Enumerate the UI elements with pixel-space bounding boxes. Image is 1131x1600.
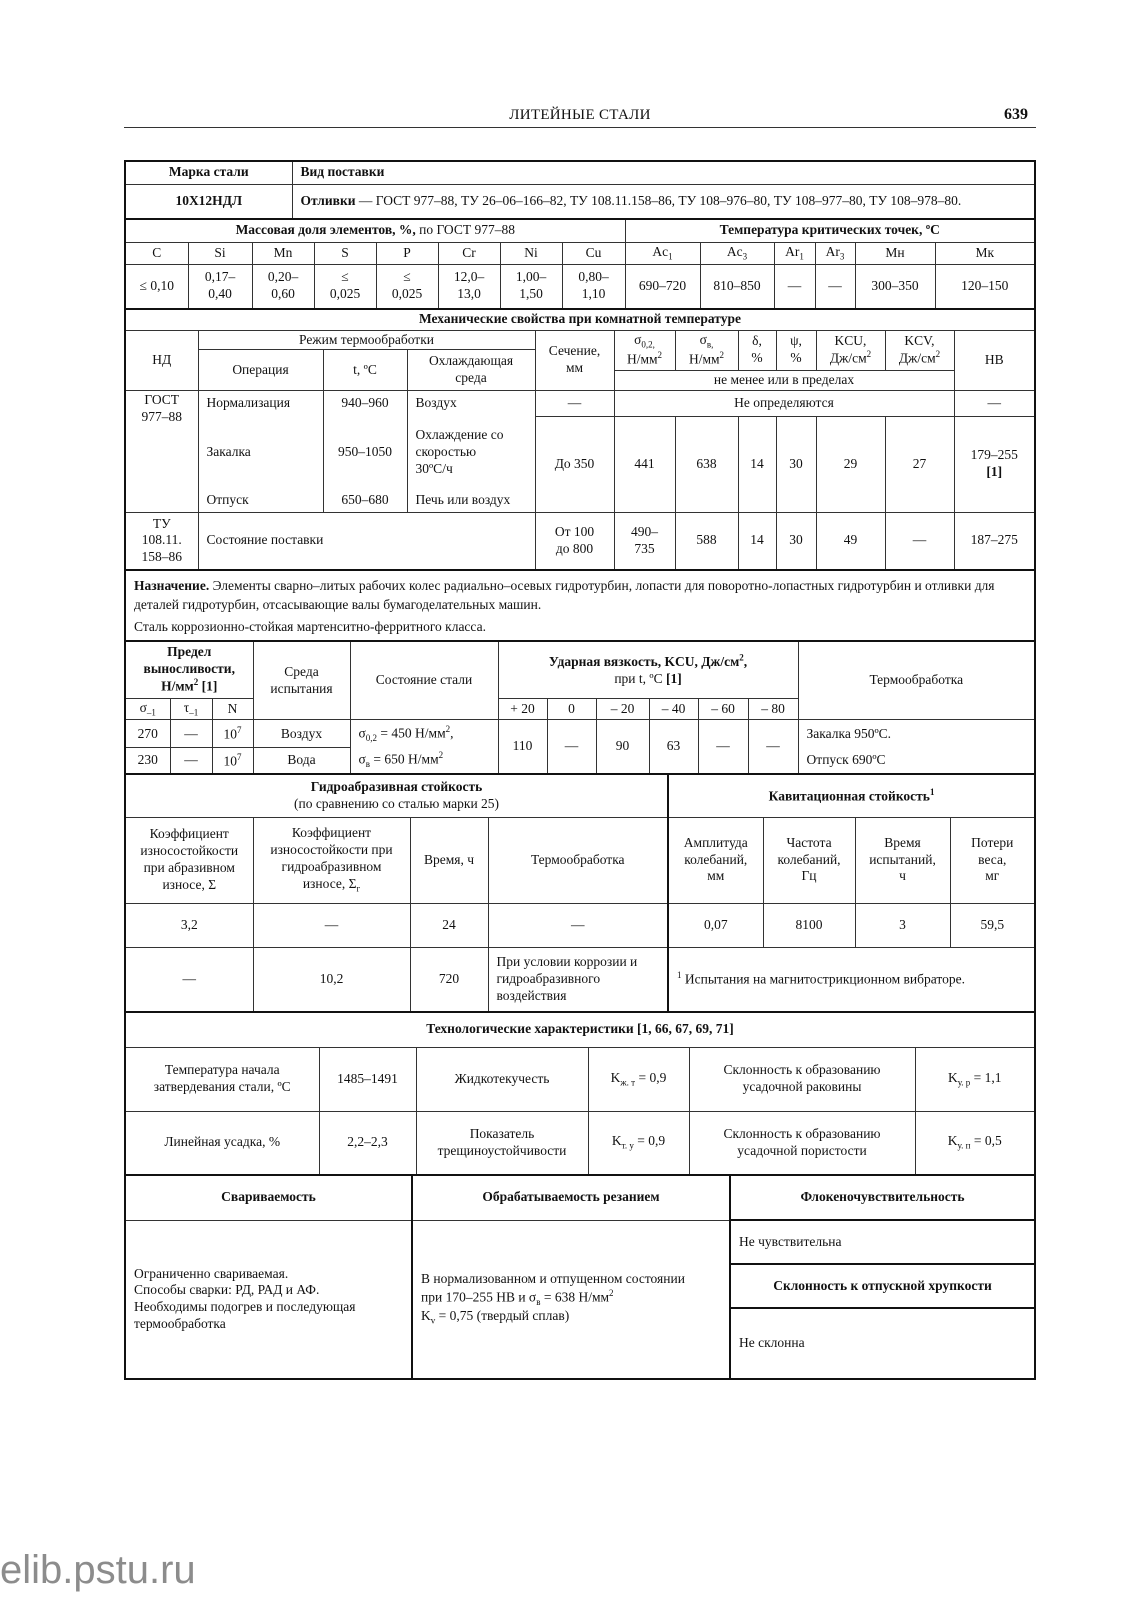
nd-header: НД (126, 330, 198, 390)
weld-title: Свариваемость (126, 1176, 412, 1220)
cav-value: 59,5 (950, 903, 1034, 947)
fatigue-medium: Воздух (253, 720, 350, 748)
state-sv: $\sigma_в = 650$ $Н/мм^2$ (350, 748, 498, 773)
kcu-quench: 29 (816, 416, 885, 512)
impact-temp: – 40 (649, 698, 698, 720)
tech-block (126, 1013, 1034, 1176)
tech-label: Показатель трещиноустойчивости (416, 1111, 588, 1174)
page-number: 639 (1004, 106, 1028, 123)
operation-header: Операция (198, 350, 323, 390)
composition-title: Массовая доля элементов, %, по ГОСТ 977–88 (126, 220, 625, 242)
element-header: P (376, 242, 438, 264)
tau-header: $\tau_{-1}$ (170, 698, 212, 720)
hydro-value: — (126, 947, 253, 1011)
hb-normalization: — (954, 390, 1034, 416)
mechanical-title: Механические свойства при комнатной температуре (126, 310, 1034, 330)
operation-quench: Закалка (198, 416, 323, 488)
n-header: N (212, 698, 253, 720)
cavitation-note: $^1$ Испытания на магнитострикционном вибраторе. (668, 947, 1034, 1011)
critical-point-value: — (774, 264, 815, 308)
tech-value: 1485–1491 (319, 1047, 416, 1111)
cav-loss-header: Потери веса, мг (950, 817, 1034, 903)
treat-temper: Отпуск 690ºС (798, 748, 1034, 773)
cav-value: 0,07 (668, 903, 763, 947)
fatigue-tau: — (170, 748, 212, 773)
element-value: 12,0– 13,0 (438, 264, 500, 308)
delta-quench: 14 (738, 416, 776, 512)
fatigue-tau: — (170, 720, 212, 748)
critical-point-header: $Ar_3$ (815, 242, 855, 264)
cav-amp-header: Амплитуда колебаний, мм (668, 817, 763, 903)
section-normalization: — (535, 390, 614, 416)
psi-quench: 30 (776, 416, 816, 512)
weld-text: Ограниченно свариваемая. Способы сварки: РД, РАД и АФ. Необходимы подогрев и последующая термообработка (126, 1220, 412, 1378)
tu-nd: ТУ 108.11. 158–86 (126, 512, 198, 569)
s02-quench: 441 (614, 416, 675, 512)
element-value: 1,00– 1,50 (500, 264, 562, 308)
critical-point-value: 120–150 (935, 264, 1034, 308)
tech-coef: $K_{у. п} = 0,5$ (915, 1111, 1034, 1174)
element-value: ≤ 0,025 (314, 264, 376, 308)
grade-label: Марка стали (126, 162, 292, 184)
s02-supply: 490– 735 (614, 512, 675, 569)
hydro-title: Гидроабразивная стойкость (по сравнению со сталью марки 25) (126, 775, 668, 817)
tech-coef: $K_{ж. т} = 0,9$ (588, 1047, 689, 1111)
tech-label: Температура начала затвердевания стали, ºС (126, 1047, 319, 1111)
grade-block (126, 162, 1034, 220)
kcu-header: KCU, $Дж/см^2$ (816, 330, 885, 370)
tech-label: Склонность к образованию усадочной пористости (689, 1111, 915, 1174)
hydro-k1-header: Коэффициент износостойкости при абразивном износе, Σ (126, 817, 253, 903)
min-header: не менее или в пределах (614, 370, 954, 390)
fatigue-title: Предел выносливости, $Н/мм^2$ [1] (126, 642, 253, 698)
cooling-quench: Охлаждение со скоростью 30ºС/ч (407, 416, 535, 488)
element-value: ≤ 0,10 (126, 264, 188, 308)
hydro-value: 3,2 (126, 903, 253, 947)
hydro-cavitation-block (126, 775, 1034, 1013)
impact-value: — (748, 720, 798, 773)
cooling-header: Охлаждающая среда (407, 350, 535, 390)
element-header: Cr (438, 242, 500, 264)
tech-label: Склонность к образованию усадочной раковины (689, 1047, 915, 1111)
hydro-value: 720 (410, 947, 488, 1011)
element-value: 0,20– 0,60 (252, 264, 314, 308)
element-header: Ni (500, 242, 562, 264)
gost-nd: ГОСТ 977–88 (126, 390, 198, 512)
machining-text: В нормализованном и отпущенном состоянии при 170–255 НВ и $\sigma_в = 638$ $Н/мм^2$ $K_v = 0,75$ (твердый сплав) (412, 1220, 730, 1378)
element-header: S (314, 242, 376, 264)
element-header: Si (188, 242, 252, 264)
hydro-value: 10,2 (253, 947, 410, 1011)
critical-point-header: $Ac_1$ (625, 242, 700, 264)
state-s02: $\sigma_{0,2} = 450$ $Н/мм^2$, (350, 720, 498, 748)
fatigue-sigma: 230 (126, 748, 170, 773)
hydro-k2-header: Коэффициент износостойкости при гидроабразивном износе, $\Sigma_г$ (253, 817, 410, 903)
impact-temp: – 60 (698, 698, 748, 720)
fatigue-medium: Вода (253, 748, 350, 773)
operation-temper: Отпуск (198, 488, 323, 512)
bottom-block (126, 1176, 1034, 1378)
cav-time-header: Время испытаний, ч (855, 817, 950, 903)
critical-point-value: — (815, 264, 855, 308)
critical-point-header: $Ac_3$ (700, 242, 774, 264)
kcv-quench: 27 (885, 416, 954, 512)
psi-supply: 30 (776, 512, 816, 569)
sv-supply: 588 (675, 512, 738, 569)
hb-quench: 179–255 [1] (954, 416, 1034, 512)
element-value: ≤ 0,025 (376, 264, 438, 308)
s02-header: $\sigma_{0,2,}$ $Н/мм^2$ (614, 330, 675, 370)
cooling-normalization: Воздух (407, 390, 535, 416)
flake-title: Флокеночувствительность (730, 1176, 1034, 1220)
critical-point-value: 300–350 (855, 264, 935, 308)
state-header: Состояние стали (350, 642, 498, 720)
tech-title: Технологические характеристики [1, 66, 67, 69, 71] (126, 1013, 1034, 1047)
kcv-header: KCV, $Дж/см^2$ (885, 330, 954, 370)
impact-temp: – 20 (596, 698, 649, 720)
temp-temper: 650–680 (323, 488, 407, 512)
impact-temp: + 20 (498, 698, 547, 720)
impact-temp: 0 (547, 698, 596, 720)
watermark: elib.pstu.ru (0, 1548, 196, 1592)
section-quench: До 350 (535, 416, 614, 512)
tech-label: Линейная усадка, % (126, 1111, 319, 1174)
critical-point-value: 810–850 (700, 264, 774, 308)
treat-quench: Закалка 950ºС. (798, 720, 1034, 748)
impact-value: 110 (498, 720, 547, 773)
cav-value: 3 (855, 903, 950, 947)
supply-label: Вид поставки (292, 162, 1034, 184)
fatigue-sigma: 270 (126, 720, 170, 748)
steel-class: Сталь коррозионно-стойкая мартенситно-ферритного класса. (134, 618, 486, 634)
page-title: ЛИТЕЙНЫЕ СТАЛИ (509, 107, 651, 123)
impact-value: — (547, 720, 596, 773)
hydro-time-header: Время, ч (410, 817, 488, 903)
sigma-header: $\sigma_{-1}$ (126, 698, 170, 720)
hydro-value: 24 (410, 903, 488, 947)
cooling-temper: Печь или воздух (407, 488, 535, 512)
impact-value: — (698, 720, 748, 773)
regime-header: Режим термообработки (198, 330, 535, 350)
medium-header: Среда испытания (253, 642, 350, 720)
psi-header: ψ, % (776, 330, 816, 370)
temp-header: t, ºС (323, 350, 407, 390)
hb-supply: 187–275 (954, 512, 1034, 569)
critical-point-value: 690–720 (625, 264, 700, 308)
tech-value: 2,2–2,3 (319, 1111, 416, 1174)
props-normalization: Не определяются (614, 390, 954, 416)
tech-coef: $K_{т. у} = 0,9$ (588, 1111, 689, 1174)
tech-label: Жидкотекучесть (416, 1047, 588, 1111)
cavitation-title: Кавитационная стойкость$^1$ (668, 775, 1034, 817)
section-header: Сечение, мм (535, 330, 614, 390)
hydro-treat-header: Термообработка (488, 817, 668, 903)
delta-header: δ, % (738, 330, 776, 370)
sv-header: $\sigma_{в,}$ $Н/мм^2$ (675, 330, 738, 370)
treat-header: Термообработка (798, 642, 1034, 720)
tech-coef: $K_{у. р} = 1,1$ (915, 1047, 1034, 1111)
supply-state: Состояние поставки (198, 512, 535, 569)
temp-quench: 950–1050 (323, 416, 407, 488)
mechanical-block (126, 310, 1034, 571)
element-header: Mn (252, 242, 314, 264)
operation-normalization: Нормализация (198, 390, 323, 416)
element-value: 0,80– 1,10 (562, 264, 625, 308)
fatigue-n: $10^7$ (212, 720, 253, 748)
sv-quench: 638 (675, 416, 738, 512)
hydro-value: — (488, 903, 668, 947)
kcu-supply: 49 (816, 512, 885, 569)
element-header: C (126, 242, 188, 264)
section-supply: От 100 до 800 (535, 512, 614, 569)
temp-normalization: 940–960 (323, 390, 407, 416)
fatigue-n: $10^7$ (212, 748, 253, 773)
composition-block (126, 220, 1034, 310)
critical-point-header: Мн (855, 242, 935, 264)
critical-point-header: Мк (935, 242, 1034, 264)
steel-datasheet (124, 160, 1036, 1380)
supply-text: Отливки — ГОСТ 977–88, ТУ 26–06–166–82, ТУ 108.11.158–86, ТУ 108–976–80, ТУ 108–977–80, ТУ 108–978–80. (292, 184, 1034, 218)
element-header: Cu (562, 242, 625, 264)
element-value: 0,17– 0,40 (188, 264, 252, 308)
page-header (124, 105, 1036, 128)
hydro-treat: При условии коррозии и гидроабразивного воздействия (488, 947, 668, 1011)
impact-value: 63 (649, 720, 698, 773)
cav-value: 8100 (763, 903, 855, 947)
impact-value: 90 (596, 720, 649, 773)
fatigue-impact-block (126, 642, 1034, 775)
hydro-value: — (253, 903, 410, 947)
impact-temp: – 80 (748, 698, 798, 720)
purpose-text: Назначение. Элементы сварно–литых рабочих колес радиально–осевых гидротурбин, лопасти для поворотно-лопастных гидротурбин и отливки для деталей гидротурбин, отсасывающие валы бумагоделательных машин. (134, 578, 995, 612)
flake-text: Не чувствительна (730, 1220, 1034, 1264)
brittle-title: Склонность к отпускной хрупкости (730, 1264, 1034, 1308)
critical-point-header: $Ar_1$ (774, 242, 815, 264)
kcv-supply: — (885, 512, 954, 569)
purpose-block (126, 571, 1034, 642)
impact-title: Ударная вязкость, KCU, $Дж/см^2$, при t, ºС [1] (498, 642, 798, 698)
delta-supply: 14 (738, 512, 776, 569)
cav-freq-header: Частота колебаний, Гц (763, 817, 855, 903)
grade-value: 10Х12НДЛ (126, 184, 292, 218)
brittle-text: Не склонна (730, 1308, 1034, 1378)
machining-title: Обрабатываемость резанием (412, 1176, 730, 1220)
hb-header: НВ (954, 330, 1034, 390)
critical-points-title: Температура критических точек, ºС (625, 220, 1034, 242)
